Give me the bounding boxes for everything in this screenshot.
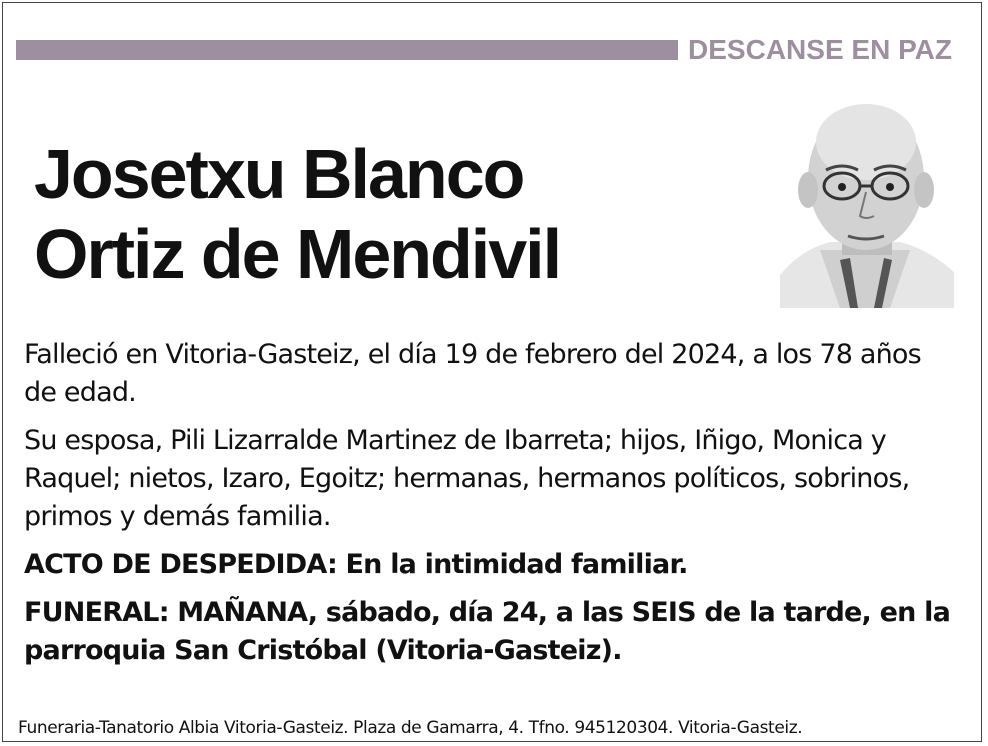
portrait-image [780, 100, 954, 308]
farewell-notice: ACTO DE DESPEDIDA: En la intimidad familiar. [24, 549, 688, 580]
header-bar [16, 40, 678, 60]
portrait-photo [780, 100, 954, 308]
obituary-body [24, 336, 954, 680]
funeral-home-footer: Funeraria-Tanatorio Albia Vitoria-Gasteiz. Plaza de Gamarra, 4. Tfno. 945120304. Vitoria-Gasteiz. [18, 718, 803, 738]
name-line-1: Josetxu Blanco [34, 135, 524, 213]
name-line-2: Ortiz de Mendivil [34, 215, 561, 293]
section-label: DESCANSE EN PAZ [688, 34, 952, 65]
family-list: Su esposa, Pili Lizarralde Martinez de Ibarreta; hijos, Iñigo, Monica y Raquel; nietos, Izaro, Egoitz; hermanas, hermanos políticos, sobrinos, primos y demás familia. [24, 425, 910, 532]
funeral-notice: FUNERAL: MAÑANA, sábado, día 24, a las SEIS de la tarde, en la parroquia San Cristóbal (Vitoria-Gasteiz). [24, 597, 951, 666]
death-notice: Falleció en Vitoria-Gasteiz, el día 19 de febrero del 2024, a los 78 años de edad. [24, 339, 921, 408]
deceased-name [34, 134, 560, 294]
